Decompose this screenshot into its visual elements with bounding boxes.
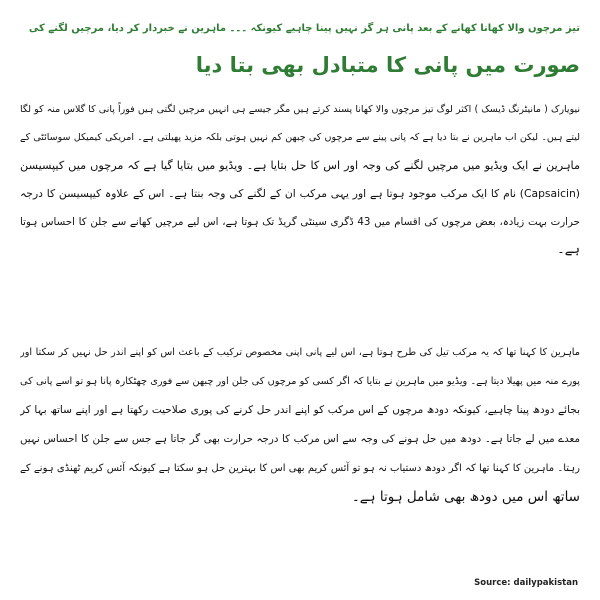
headline-line: صورت میں پانی کا متبادل بھی بتا دیا	[195, 53, 580, 77]
paragraph-line: ساتھ اس میں دودھ بھی شامل ہوتا ہے۔	[351, 489, 580, 505]
article-paragraph-1	[20, 96, 580, 326]
source-credit: Source: dailypakistan	[474, 578, 578, 588]
paragraph-line: رہتا۔ ماہرین کا کہنا تھا کہ اگر دودھ دستیاب نہ ہو تو آئس کریم بھی اس کا بہترین حل ہو سکتا ہے کیونکہ آئس کریم ٹھنڈی ہونے کے	[20, 463, 580, 474]
paragraph-line: نیویارک ( مانیٹرنگ ڈیسک ) اکثر لوگ تیز مرچوں والا کھانا پسند کرتے ہیں مگر جیسے ہی انہیں مرچیں لگتی ہیں فوراً پانی کا گلاس منہ کو لگا	[20, 104, 580, 115]
paragraph-line: ہے۔	[557, 242, 580, 257]
paragraph-line: پورے منہ میں پھیلا دیتا ہے۔ ویڈیو میں ماہرین نے بتایا کہ اگر کسی کو مرچوں کی جلن اور چبھن سے فوری چھٹکارہ پانا ہو تو اسے پانی کی	[20, 376, 580, 387]
paragraph-line: ماہرین کا کہنا تھا کہ یہ مرکب تیل کی طرح ہوتا ہے، اس لیے پانی اپنی مخصوص ترکیب کے باعث اس کو اپنے اندر حل نہیں کر سکتا اور	[20, 347, 580, 358]
paragraph-line: بجائے دودھ پینا چاہیے، کیونکہ دودھ مرچوں کے اس مرکب کو اپنے اندر حل کرنے کی پوری صلاحیت رکھتا ہے اور اپنے ساتھ بہا کر	[20, 404, 580, 416]
paragraph-line: معدے میں لے جاتا ہے۔ دودھ میں حل ہونے کی وجہ سے اس مرکب کا درجہ حرارت بھی گر جاتا ہے جس سے جلن کا احساس نہیں	[20, 433, 580, 445]
headline-line: تیز مرچوں والا کھانا کھانے کے بعد پانی ہر گز نہیں پینا چاہیے کیونکہ ۔۔۔ ماہرین نے خبردار کر دیا، مرچیں لگنے کی	[28, 23, 580, 34]
article-headline	[20, 10, 580, 88]
article-paragraph-2	[20, 338, 580, 512]
paragraph-line: (Capsaicin) نام کا ایک مرکب موجود ہوتا ہے اور یہی مرکب ان کے لگنے کی وجہ بنتا ہے۔ اس کے علاوہ کیپسیسن کا درجہ	[20, 187, 580, 200]
paragraph-line: لیتے ہیں۔ لیکن اب ماہرین نے بتا دیا ہے کہ پانی پینے سے مرچوں کی چبھن کم نہیں ہوتی بلکہ مزید پھیلتی ہے۔ امریکی کیمیکل سوسائٹی کے	[20, 132, 580, 143]
paragraph-line: حرارت بہت زیادہ، بعض مرچوں کی اقسام میں 43 ڈگری سینٹی گریڈ تک ہوتا ہے، اس لیے مرچیں کھانے سے جلن کا احساس ہوتا	[20, 216, 580, 228]
paragraph-line: ماہرین نے ایک ویڈیو میں مرچیں لگنے کی وجہ اور اس کا حل بتایا ہے۔ ویڈیو میں بتایا گیا ہے کہ مرچوں میں کیپسیسن	[20, 159, 580, 172]
